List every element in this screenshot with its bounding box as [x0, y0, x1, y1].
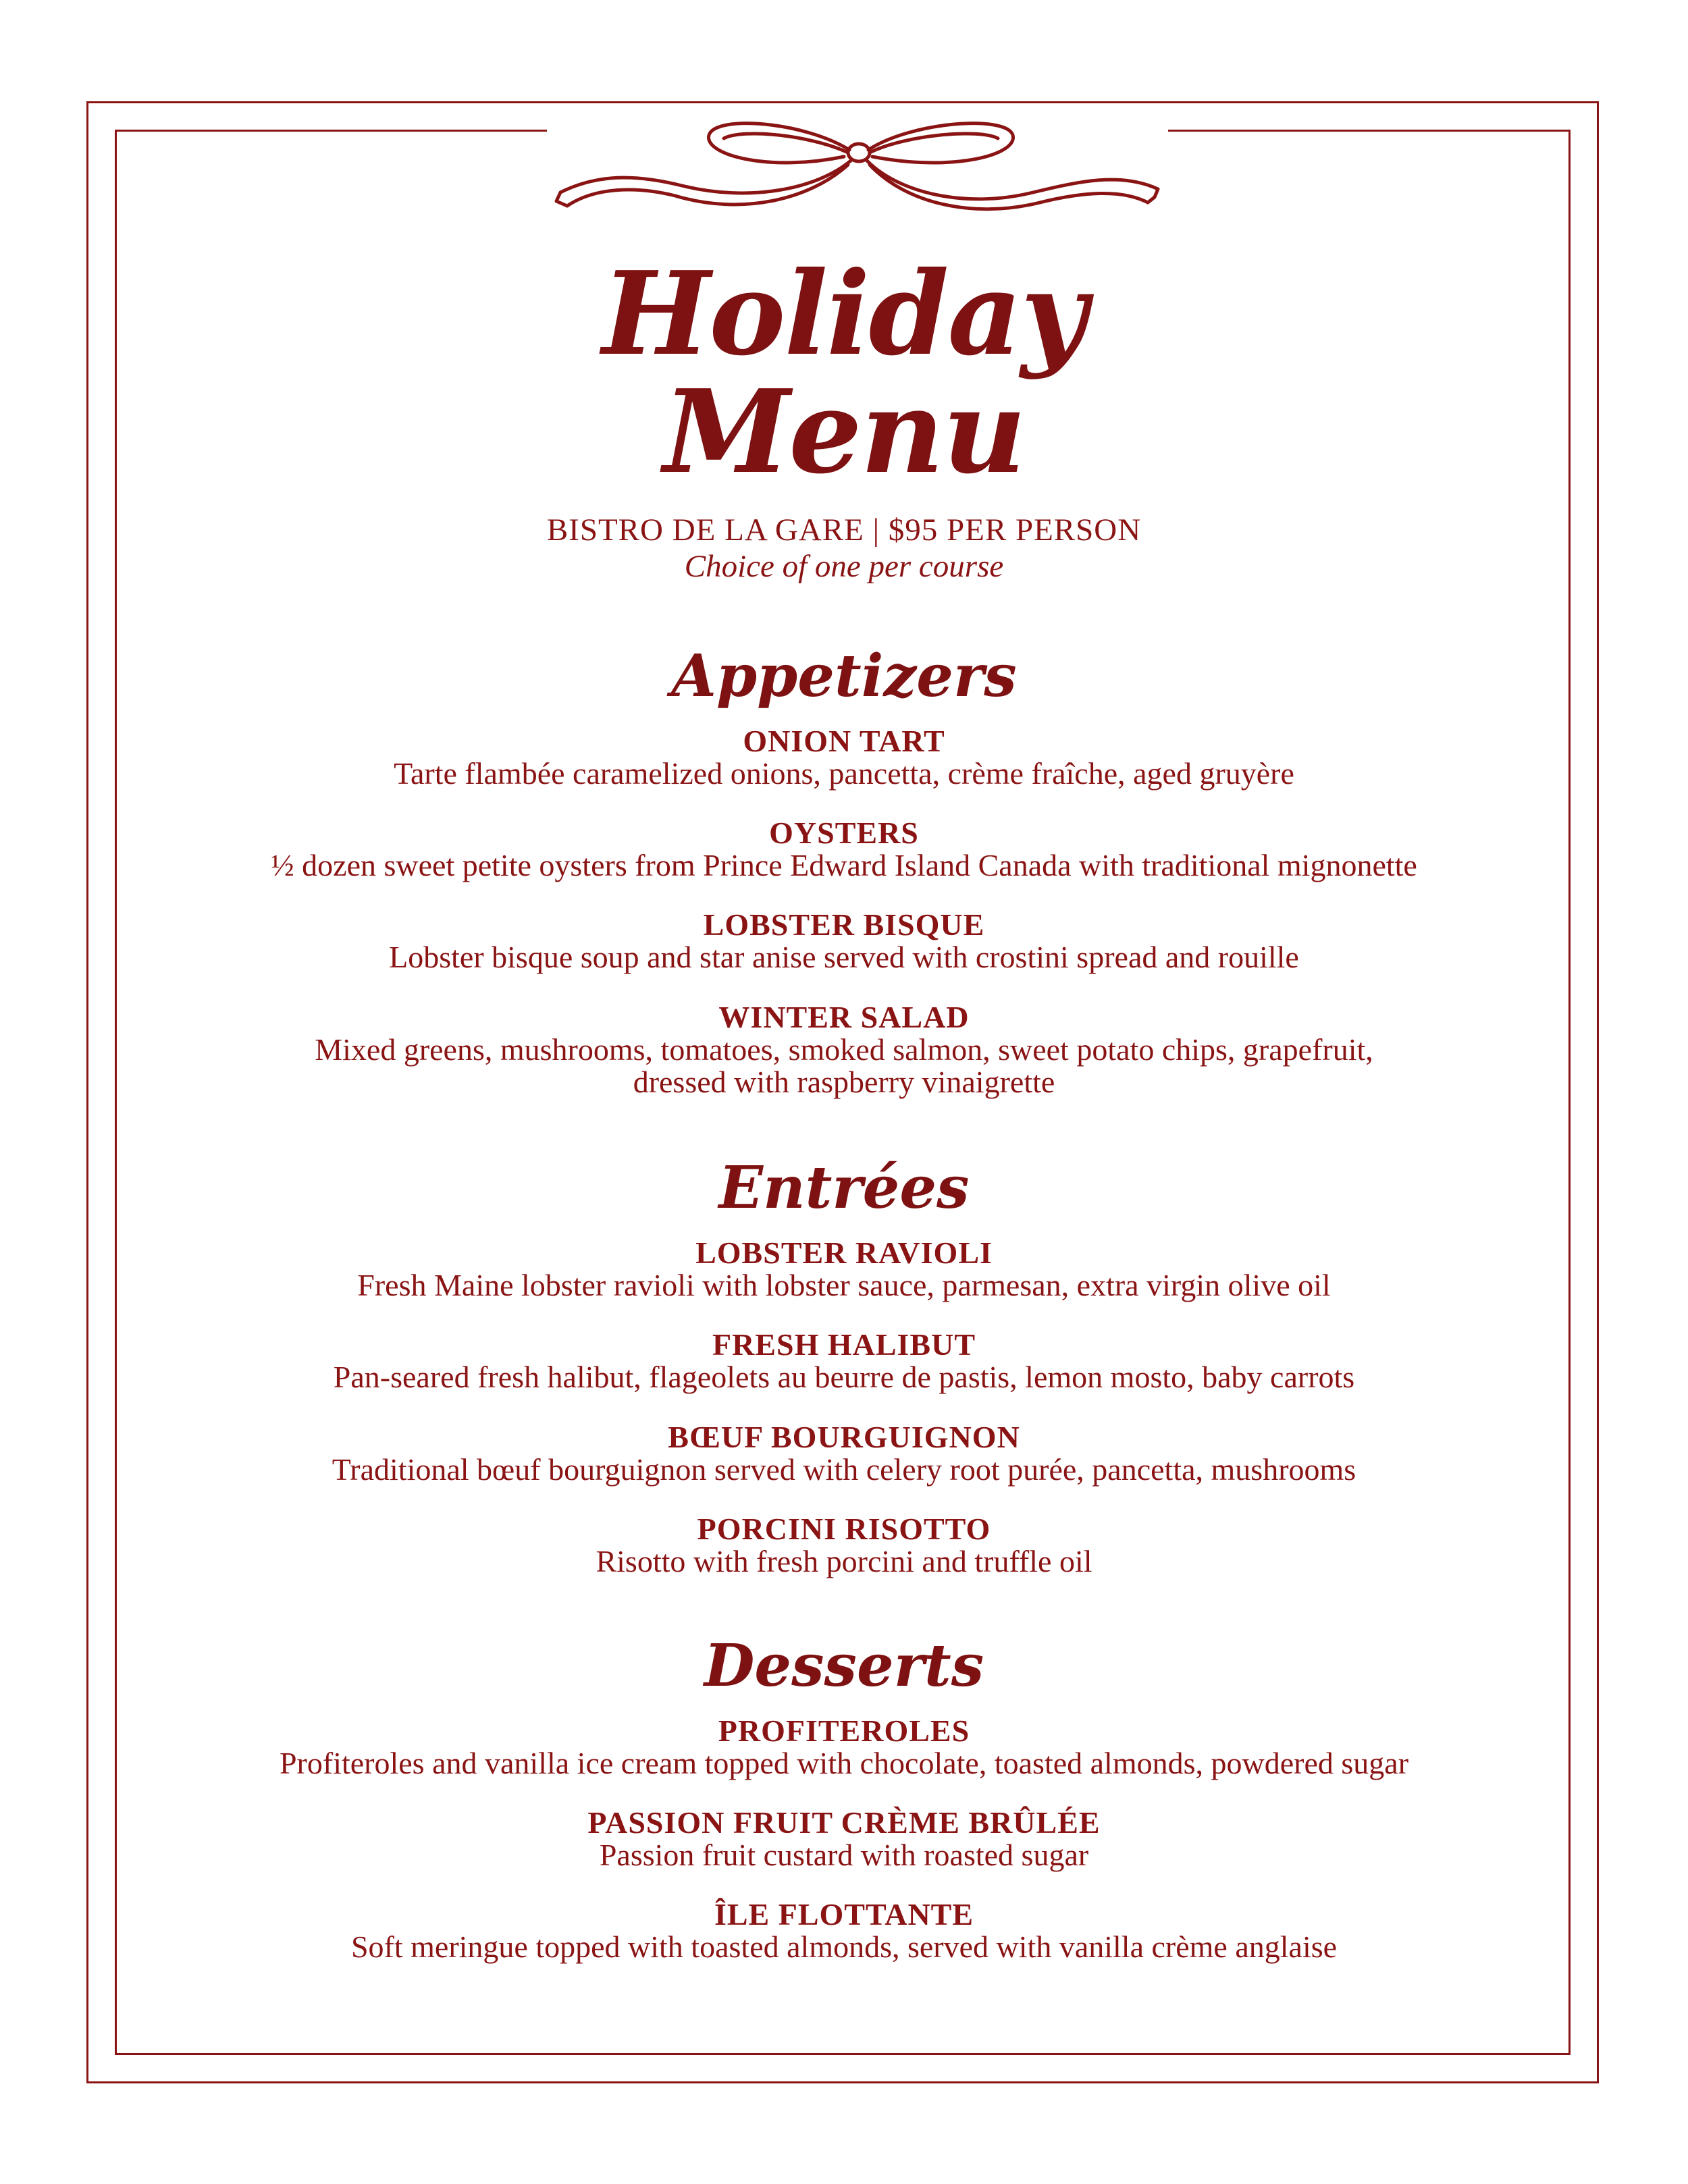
menu-item: [0, 1329, 1688, 1393]
item-name: WINTER SALAD: [718, 1000, 970, 1034]
section-title-entrees: Entrées: [718, 1154, 970, 1222]
item-description: Profiteroles and vanilla ice cream topped with chocolate, toasted almonds, powdered sugar: [279, 1746, 1409, 1780]
item-name: PASSION FRUIT CRÈME BRÛLÉE: [587, 1805, 1101, 1840]
menu-item: [0, 1715, 1688, 1779]
course-note: Choice of one per course: [684, 549, 1004, 584]
section-title-desserts: Desserts: [704, 1632, 984, 1700]
item-description: ½ dozen sweet petite oysters from Prince Edward Island Canada with traditional mignonette: [271, 848, 1417, 882]
item-name: ÎLE FLOTTANTE: [714, 1897, 974, 1932]
menu-item: [0, 1002, 1688, 1098]
menu-item: [0, 1514, 1688, 1577]
menu-item: [0, 1237, 1688, 1301]
menu-item: [0, 1899, 1688, 1963]
menu-item: [0, 818, 1688, 881]
item-description: Soft meringue topped with toasted almonds, served with vanilla crème anglaise: [350, 1929, 1338, 1964]
menu-title-line1: Holiday: [602, 246, 1086, 381]
menu-item: [0, 1807, 1688, 1871]
ribbon-bow-icon: [547, 108, 1168, 223]
restaurant-line: BISTRO DE LA GARE | $95 PER PERSON: [546, 512, 1142, 548]
menu-item: [0, 726, 1688, 789]
item-name: LOBSTER BISQUE: [703, 907, 985, 942]
item-name: LOBSTER RAVIOLI: [695, 1235, 993, 1270]
item-name: FRESH HALIBUT: [712, 1327, 976, 1362]
item-name: PROFITEROLES: [718, 1713, 970, 1748]
menu-title-line2: Menu: [663, 365, 1025, 500]
item-name: BŒUF BOURGUIGNON: [668, 1420, 1020, 1454]
menu-item: [0, 909, 1688, 973]
menu-item: [0, 1422, 1688, 1485]
item-description: Traditional bœuf bourguignon served with celery root purée, pancetta, mushrooms: [332, 1452, 1356, 1487]
item-description: Pan-seared fresh halibut, flageolets au beurre de pastis, lemon mosto, baby carrots: [333, 1360, 1355, 1394]
section-title-appetizers: Appetizers: [671, 642, 1017, 710]
item-name: OYSTERS: [769, 816, 919, 850]
item-name: PORCINI RISOTTO: [697, 1512, 991, 1546]
item-description: Fresh Maine lobster ravioli with lobster sauce, parmesan, extra virgin olive oil: [357, 1268, 1331, 1302]
item-description: Mixed greens, mushrooms, tomatoes, smoked salmon, sweet potato chips, grapefruit,: [315, 1032, 1373, 1067]
item-description: Passion fruit custard with roasted sugar: [599, 1838, 1089, 1872]
item-description-continued: dressed with raspberry vinaigrette: [633, 1065, 1055, 1099]
item-name: ONION TART: [743, 724, 945, 758]
item-description: Risotto with fresh porcini and truffle oil: [596, 1544, 1092, 1578]
item-description: Lobster bisque soup and star anise served with crostini spread and rouille: [389, 940, 1299, 974]
item-description: Tarte flambée caramelized onions, pancetta, crème fraîche, aged gruyère: [394, 756, 1294, 791]
